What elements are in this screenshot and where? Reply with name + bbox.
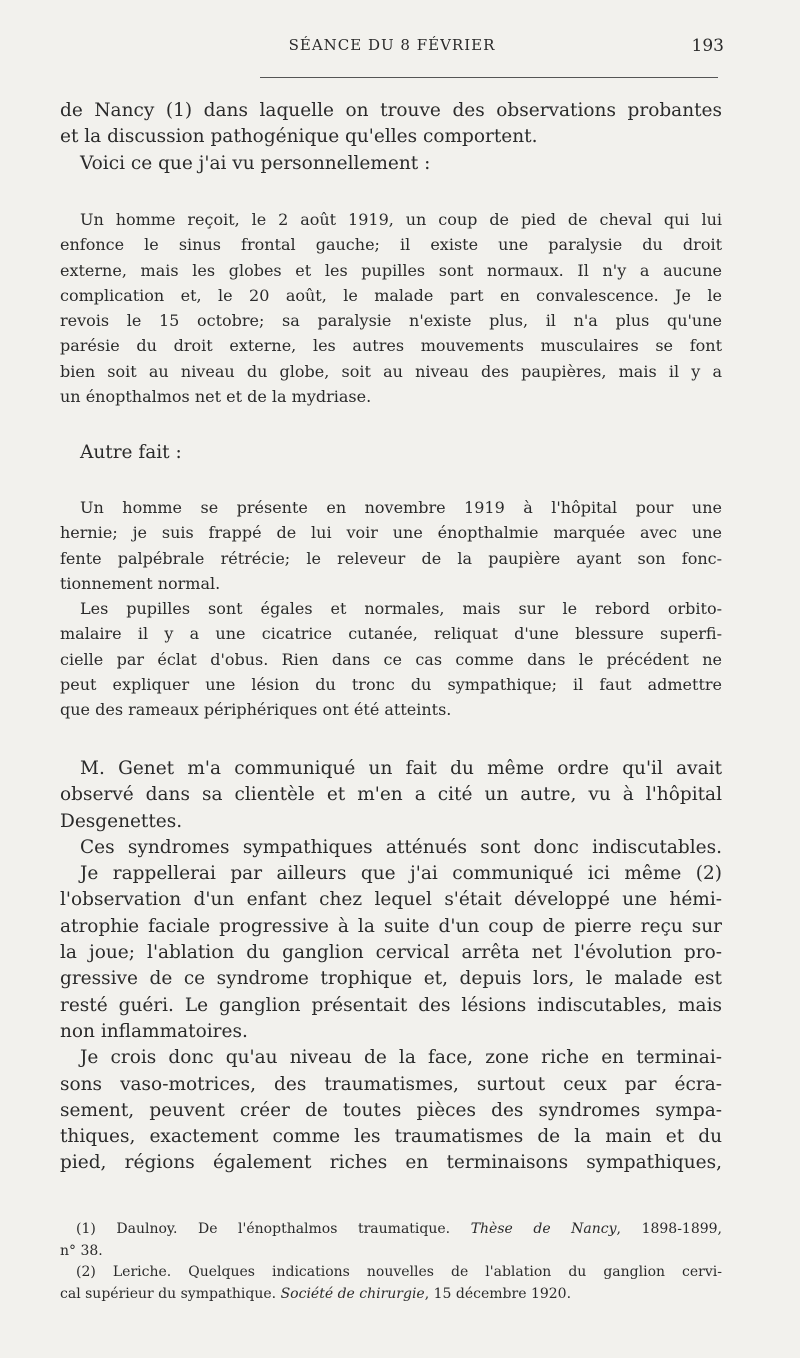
text-line: gressive de ce syndrome trophique et, depuis lors, le malade est	[60, 968, 722, 990]
text-line: Autre fait :	[80, 442, 182, 463]
footnote-text: , 1898-1899,	[616, 1221, 722, 1237]
text-line: et la discussion pathogénique qu'elles comportent.	[60, 126, 538, 148]
text-line: que des rameaux périphériques ont été atteints.	[60, 700, 452, 720]
text-line: la joue; l'ablation du ganglion cervical arrêta net l'évolution pro-	[60, 942, 722, 964]
case-2-paragraph	[60, 495, 722, 723]
footnote-1-cont: n° 38.	[60, 1242, 103, 1259]
text-line: Voici ce que j'ai vu personnellement :	[80, 152, 431, 174]
main-paragraphs	[60, 756, 722, 1177]
text-line: thiques, exactement comme les traumatismes de la main et du	[60, 1126, 722, 1148]
intro-paragraph	[60, 98, 722, 177]
text-line: parésie du droit externe, les autres mouvements musculaires se font	[60, 336, 722, 356]
text-line: Ces syndromes sympathiques atténués sont donc indiscutables.	[80, 836, 722, 858]
text-line: fente palpébrale rétrécie; le releveur de la paupière ayant son fonc-	[60, 548, 722, 568]
running-head	[60, 36, 724, 60]
text-line: M. Genet m'a communiqué un fait du même ordre qu'il avait	[80, 758, 722, 779]
header-rule	[260, 77, 718, 78]
text-line: malaire il y a une cicatrice cutanée, reliquat d'une blessure superfi-	[60, 624, 722, 644]
text-line: revois le 15 octobre; sa paralysie n'existe plus, il n'a plus qu'une	[60, 311, 722, 331]
footnotes	[60, 1219, 722, 1305]
footnote-italic: Société de chirurgie	[280, 1285, 425, 1302]
text-line: Desgenettes.	[60, 810, 183, 832]
text-line: pied, régions également riches en terminaisons sympathiques,	[60, 1152, 722, 1174]
text-line: atrophie faciale progressive à la suite d'un coup de pierre reçu sur	[60, 915, 722, 937]
text-line: enfonce le sinus frontal gauche; il existe une paralysie du droit	[60, 235, 722, 255]
text-line: de Nancy (1) dans laquelle on trouve des observations probantes	[60, 100, 722, 121]
text-line: sons vaso-motrices, des traumatismes, surtout ceux par écra-	[60, 1073, 722, 1095]
text-line: Les pupilles sont égales et normales, mais sur le rebord orbito-	[80, 599, 722, 619]
text-line: observé dans sa clientèle et m'en a cité un autre, vu à l'hôpital	[60, 784, 722, 806]
text-line: resté guéri. Le ganglion présentait des lésions indiscutables, mais	[60, 994, 722, 1016]
text-line: un énopthalmos net et de la mydriase.	[60, 387, 372, 407]
text-line: l'observation d'un enfant chez lequel s'était développé une hémi-	[60, 889, 722, 911]
text-line: Je rappellerai par ailleurs que j'ai communiqué ici même (2)	[80, 863, 722, 885]
footnote-italic: Thèse de Nancy	[470, 1221, 617, 1237]
running-title: SÉANCE DU 8 FÉVRIER	[288, 36, 496, 54]
text-line: hernie; je suis frappé de lui voir une énopthalmie marquée avec une	[60, 523, 722, 543]
text-line: sement, peuvent créer de toutes pièces des syndromes sympa-	[60, 1099, 722, 1121]
text-line: Je crois donc qu'au niveau de la face, zone riche en terminai-	[80, 1047, 722, 1069]
footnote-1	[60, 1219, 722, 1241]
text-line: externe, mais les globes et les pupilles sont normaux. Il n'y a aucune	[60, 260, 722, 280]
page-number: 193	[691, 36, 724, 56]
text-line: complication et, le 20 août, le malade part en convalescence. Je le	[60, 285, 722, 305]
case-1-paragraph	[60, 207, 722, 409]
footnote-2-cont	[60, 1284, 722, 1306]
footnote-text: (1) Daulnoy. De l'énopthalmos traumatique.	[76, 1221, 471, 1237]
text-line: bien soit au niveau du globe, soit au niveau des paupières, mais il y a	[60, 361, 722, 381]
footnote-2: (2) Leriche. Quelques indications nouvelles de l'ablation du ganglion cervi-	[76, 1264, 722, 1280]
text-line: cielle par éclat d'obus. Rien dans ce cas comme dans le précédent ne	[60, 649, 722, 669]
footnote-text: , 15 décembre 1920.	[424, 1285, 572, 1302]
footnote-text: cal supérieur du sympathique.	[60, 1285, 281, 1302]
text-line: tionnement normal.	[60, 573, 221, 593]
text-line: Un homme reçoit, le 2 août 1919, un coup de pied de cheval qui lui	[80, 210, 722, 229]
text-line: non inflammatoires.	[60, 1020, 248, 1042]
text-line: Un homme se présente en novembre 1919 à l'hôpital pour une	[80, 498, 722, 517]
text-line: peut expliquer une lésion du tronc du sympathique; il faut admettre	[60, 675, 722, 695]
autre-fait-heading	[60, 440, 722, 466]
